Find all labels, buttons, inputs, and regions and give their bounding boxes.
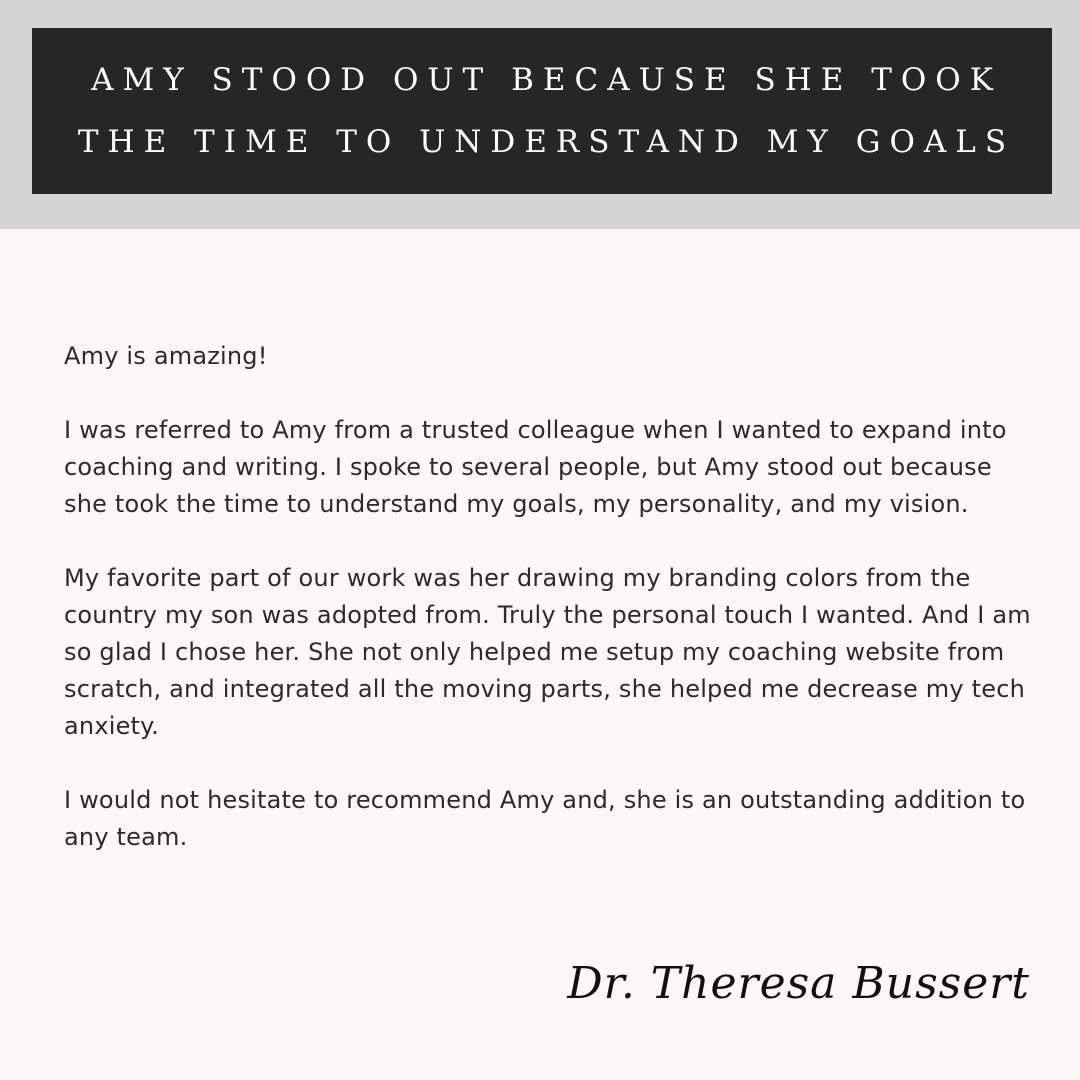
testimonial-paragraph-3: My favorite part of our work was her drawing my branding colors from the country my son was adopted from. Truly the personal touch I wanted. And I am so glad I chose her. She not only helped me setup my coaching website from scratch, and integrated all the moving parts, she helped me decrease my tech anxiety.	[64, 564, 1031, 740]
testimonial-paragraph-1: Amy is amazing!	[64, 342, 268, 370]
headline-box	[32, 28, 1052, 194]
headline-line-1: AMY STOOD OUT BECAUSE SHE TOOK	[91, 62, 1002, 98]
testimonial-paragraph-2: I was referred to Amy from a trusted colleague when I wanted to expand into coaching and writing. I spoke to several people, but Amy stood out because she took the time to understand my goals, my personality, and my vision.	[64, 416, 1007, 518]
testimonial-paragraph-4: I would not hesitate to recommend Amy and, she is an outstanding addition to any team.	[64, 786, 1026, 851]
headline-line-2: THE TIME TO UNDERSTAND MY GOALS	[77, 124, 1016, 160]
header-band	[0, 0, 1080, 229]
testimonial-body	[64, 338, 1034, 856]
signature: Dr. Theresa Bussert	[567, 958, 1030, 1009]
